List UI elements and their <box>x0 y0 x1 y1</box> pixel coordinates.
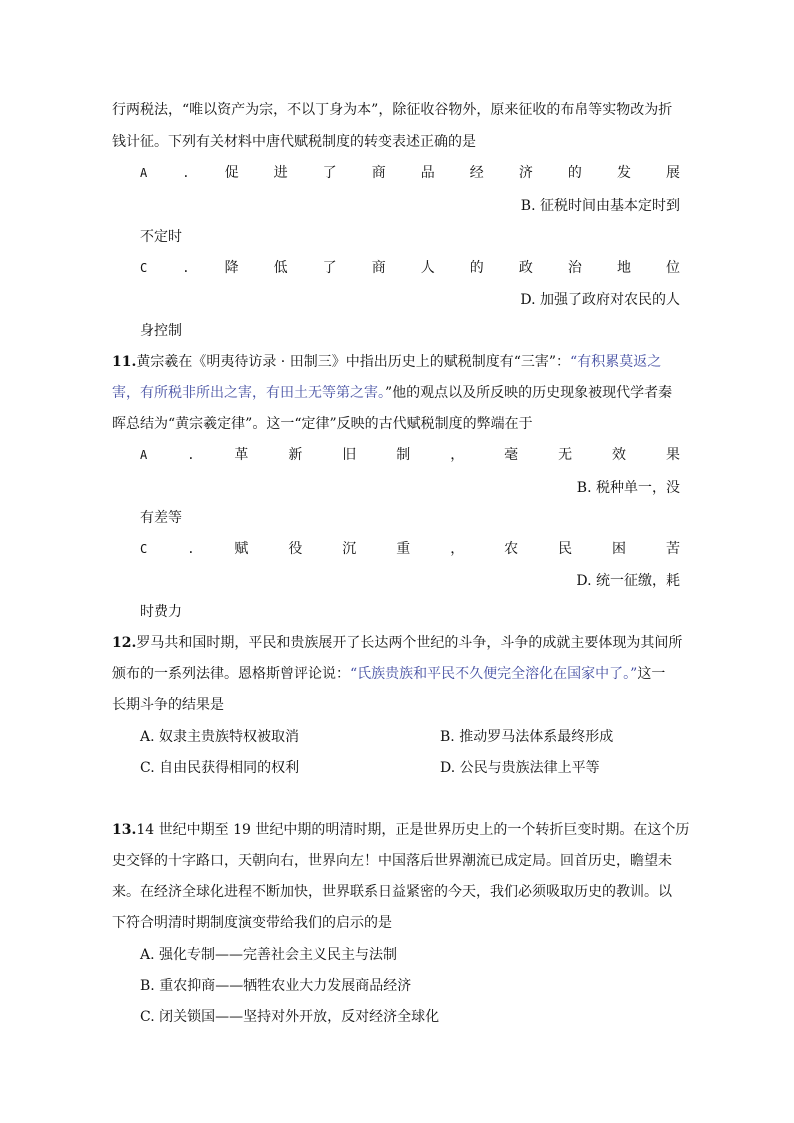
q11-line-3: 晖总结为“黄宗羲定律”。这一“定律”反映的古代赋税制度的弊端在于 <box>112 416 533 432</box>
option-char: . <box>182 261 190 275</box>
option-char: A <box>140 448 148 462</box>
option-char: 人 <box>420 260 435 276</box>
option-char: 了 <box>322 260 337 276</box>
q11-option-b[interactable]: B. 税种单一，没 <box>576 480 680 496</box>
option-char: 农 <box>504 541 519 557</box>
q13-line-4: 下符合明清时期制度演变带给我们的启示的是 <box>112 915 392 931</box>
option-char: 民 <box>558 541 573 557</box>
q12-line-3: 长期斗争的结果是 <box>112 697 224 713</box>
q11-text-b: ”他的观点以及所反映的历史现象被现代学者秦 <box>385 385 673 401</box>
q12-number: 12. <box>112 635 137 651</box>
option-char: 展 <box>665 165 680 181</box>
q12-line-2 <box>112 664 665 684</box>
option-char: 新 <box>288 447 303 463</box>
q12-text-b: 颁布的一系列法律。恩格斯曾评论说： <box>112 666 350 682</box>
option-char: 经 <box>469 165 484 181</box>
q13-line-3: 来。在经济全球化进程不断加快，世界联系日益紧密的今天，我们必须吸取历史的教训。以 <box>112 884 672 900</box>
option-char: ， <box>450 447 465 463</box>
option-char: 赋 <box>234 541 249 557</box>
q11-quote-a: “有积累莫返之 <box>570 354 662 370</box>
option-char: 革 <box>234 447 249 463</box>
q11-text-a: 黄宗羲在《明夷待访录 · 田制三》中指出历史上的赋税制度有“三害”： <box>136 354 571 370</box>
q11-option-a[interactable] <box>140 445 680 465</box>
option-char: 果 <box>666 447 680 463</box>
q11-option-b-continued: 有差等 <box>140 510 182 526</box>
option-char: 降 <box>224 260 239 276</box>
option-char: 位 <box>665 260 680 276</box>
option-char: . <box>187 542 195 556</box>
option-char: 济 <box>518 165 533 181</box>
q12-quote: “氏族贵族和平民不久便完全溶化在国家中了。” <box>350 666 638 682</box>
q13-text-a: 14 世纪中期至 19 世纪中期的明清时期，正是世界历史上的一个转折巨变时期。在这个历 <box>136 822 690 838</box>
option-char: 地 <box>616 260 631 276</box>
option-char: 困 <box>612 541 627 557</box>
option-char: 低 <box>273 260 288 276</box>
option-char: 商 <box>371 165 386 181</box>
q13-line-1 <box>112 820 689 840</box>
q10-option-b[interactable]: B. 征税时间由基本定时到 <box>520 198 680 214</box>
option-char: 旧 <box>342 447 357 463</box>
option-char: ， <box>450 541 465 557</box>
q12-option-a[interactable]: A. 奴隶主贵族特权被取消 <box>140 729 300 745</box>
q11-option-d[interactable]: D. 统一征缴，耗 <box>576 573 680 589</box>
option-char: 役 <box>288 541 303 557</box>
q12-option-c[interactable]: C. 自由民获得相同的权利 <box>140 760 300 776</box>
q13-line-2: 史交铎的十字路口，天朝向右，世界向左！中国落后世界潮流已成定局。回首历史，瞻望未 <box>112 853 672 869</box>
q10-option-b-continued: 不定时 <box>140 229 182 245</box>
q12-text-a: 罗马共和国时期，平民和贵族展开了长达两个世纪的斗争，斗争的成就主要体现为其间所 <box>136 635 683 651</box>
q11-line-1 <box>112 352 661 372</box>
option-char: . <box>182 166 190 180</box>
option-char: 商 <box>371 260 386 276</box>
q13-option-a[interactable]: A. 强化专制——完善社会主义民主与法制 <box>140 947 398 963</box>
option-char: 苦 <box>666 541 680 557</box>
q10-option-c[interactable] <box>140 258 680 278</box>
q10-option-d[interactable]: D. 加强了政府对农民的人 <box>520 292 680 308</box>
option-char: A <box>140 166 148 180</box>
q12-text-c: 这一 <box>637 666 666 682</box>
q13-option-b[interactable]: B. 重农抑商——牺牲农业大力发展商品经济 <box>140 978 412 994</box>
q12-line-1 <box>112 633 682 653</box>
q11-number: 11. <box>112 354 137 370</box>
q10-line-1: 行两税法，“唯以资产为宗，不以丁身为本”，除征收谷物外，原来征收的布帛等实物改为折 <box>112 102 673 118</box>
q12-option-b[interactable]: B. 推动罗马法体系最终形成 <box>440 729 614 745</box>
option-char: 的 <box>567 165 582 181</box>
q12-option-d[interactable]: D. 公民与贵族法律上平等 <box>440 760 600 776</box>
option-char: C <box>140 542 148 556</box>
option-char: C <box>140 261 148 275</box>
q11-option-c[interactable] <box>140 539 680 559</box>
q10-option-d-continued: 身控制 <box>140 323 182 339</box>
q10-option-a[interactable] <box>140 163 680 183</box>
option-char: 促 <box>224 165 239 181</box>
option-char: 发 <box>616 165 631 181</box>
option-char: 效 <box>612 447 627 463</box>
option-char: 毫 <box>504 447 519 463</box>
option-char: 品 <box>420 165 435 181</box>
q13-option-c[interactable]: C. 闭关锁国——坚持对外开放，反对经济全球化 <box>140 1009 440 1025</box>
option-char: 无 <box>558 447 573 463</box>
q11-line-2 <box>112 383 672 403</box>
option-char: 沉 <box>342 541 357 557</box>
q11-option-d-continued: 时费力 <box>140 604 182 620</box>
q10-line-2: 钱计征。下列有关材料中唐代赋税制度的转变表述正确的是 <box>112 134 476 150</box>
option-char: 重 <box>396 541 411 557</box>
option-char: 了 <box>322 165 337 181</box>
q11-quote-b: 害，有所税非所出之害，有田土无等第之害。 <box>112 385 385 401</box>
option-char: 治 <box>567 260 582 276</box>
option-char: 进 <box>273 165 288 181</box>
q13-number: 13. <box>112 822 137 838</box>
option-char: . <box>187 448 195 462</box>
option-char: 的 <box>469 260 484 276</box>
option-char: 制 <box>396 447 411 463</box>
option-char: 政 <box>518 260 533 276</box>
